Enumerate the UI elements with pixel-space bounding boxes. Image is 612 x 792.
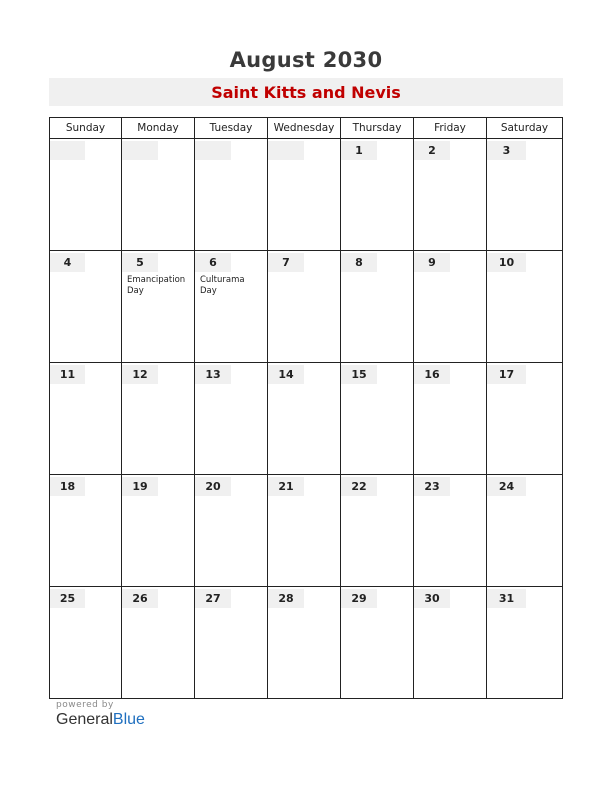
day-cell — [268, 251, 341, 363]
day-number: 4 — [50, 253, 85, 272]
week-row — [50, 251, 563, 363]
weekday-wednesday: Wednesday — [268, 118, 341, 139]
week-row — [50, 363, 563, 475]
day-cell — [122, 139, 195, 251]
day-cell — [195, 475, 268, 587]
day-number: 10 — [487, 253, 526, 272]
day-cell — [268, 363, 341, 475]
day-number: 6 — [195, 253, 231, 272]
day-number: 12 — [122, 365, 158, 384]
day-cell — [487, 475, 563, 587]
day-cell — [268, 587, 341, 699]
holiday-label: Emancipation Day — [127, 275, 186, 296]
day-number: 13 — [195, 365, 231, 384]
day-cell — [50, 363, 122, 475]
day-cell — [122, 251, 195, 363]
day-number: 2 — [414, 141, 450, 160]
day-number: 30 — [414, 589, 450, 608]
weekday-saturday: Saturday — [487, 118, 563, 139]
day-number: 15 — [341, 365, 377, 384]
day-cell — [122, 475, 195, 587]
day-number: 7 — [268, 253, 304, 272]
day-cell — [487, 251, 563, 363]
day-number: 29 — [341, 589, 377, 608]
holiday-label: Culturama Day — [200, 275, 245, 296]
day-number: 19 — [122, 477, 158, 496]
week-row — [50, 475, 563, 587]
day-cell — [195, 587, 268, 699]
day-number: 8 — [341, 253, 377, 272]
day-number: 16 — [414, 365, 450, 384]
page-title: August 2030 — [229, 48, 383, 72]
country-name: Saint Kitts and Nevis — [211, 82, 401, 102]
day-number: 20 — [195, 477, 231, 496]
day-cell — [341, 251, 414, 363]
day-number: 18 — [50, 477, 85, 496]
country-banner — [49, 78, 563, 106]
day-cell — [195, 363, 268, 475]
day-number: 31 — [487, 589, 526, 608]
day-cell — [341, 475, 414, 587]
day-number: 26 — [122, 589, 158, 608]
day-number: 21 — [268, 477, 304, 496]
day-number: 22 — [341, 477, 377, 496]
weekday-monday: Monday — [122, 118, 195, 139]
day-cell — [341, 587, 414, 699]
day-number: 28 — [268, 589, 304, 608]
week-row — [50, 587, 563, 699]
day-cell — [50, 587, 122, 699]
day-number: 9 — [414, 253, 450, 272]
day-number: 27 — [195, 589, 231, 608]
weekday-sunday: Sunday — [50, 118, 122, 139]
day-cell — [414, 139, 487, 251]
day-number — [195, 141, 231, 160]
day-number: 3 — [487, 141, 526, 160]
day-cell — [122, 587, 195, 699]
day-cell — [414, 587, 487, 699]
weekday-thursday: Thursday — [341, 118, 414, 139]
day-cell — [268, 139, 341, 251]
week-row — [50, 139, 563, 251]
day-cell — [341, 139, 414, 251]
day-number: 24 — [487, 477, 526, 496]
footer — [56, 700, 145, 729]
brand-blue: Blue — [112, 711, 145, 728]
day-cell — [50, 139, 122, 251]
day-cell — [487, 139, 563, 251]
day-number — [50, 141, 85, 160]
brand-general: General — [56, 711, 113, 728]
calendar-grid — [49, 117, 563, 699]
powered-by-text: powered by — [56, 700, 114, 710]
generalblue-logo[interactable] — [56, 711, 145, 729]
day-number — [122, 141, 158, 160]
day-number: 25 — [50, 589, 85, 608]
day-number: 14 — [268, 365, 304, 384]
day-cell — [487, 587, 563, 699]
day-cell — [414, 251, 487, 363]
day-cell — [195, 139, 268, 251]
day-cell — [50, 251, 122, 363]
day-number: 1 — [341, 141, 377, 160]
day-number — [268, 141, 304, 160]
day-cell — [414, 363, 487, 475]
day-cell — [487, 363, 563, 475]
day-number: 23 — [414, 477, 450, 496]
weekday-header-row — [50, 118, 563, 139]
day-number: 11 — [50, 365, 85, 384]
day-cell — [268, 475, 341, 587]
weekday-tuesday: Tuesday — [195, 118, 268, 139]
day-cell — [122, 363, 195, 475]
day-number: 17 — [487, 365, 526, 384]
weekday-friday: Friday — [414, 118, 487, 139]
day-cell — [195, 251, 268, 363]
day-cell — [414, 475, 487, 587]
day-number: 5 — [122, 253, 158, 272]
day-cell — [50, 475, 122, 587]
day-cell — [341, 363, 414, 475]
